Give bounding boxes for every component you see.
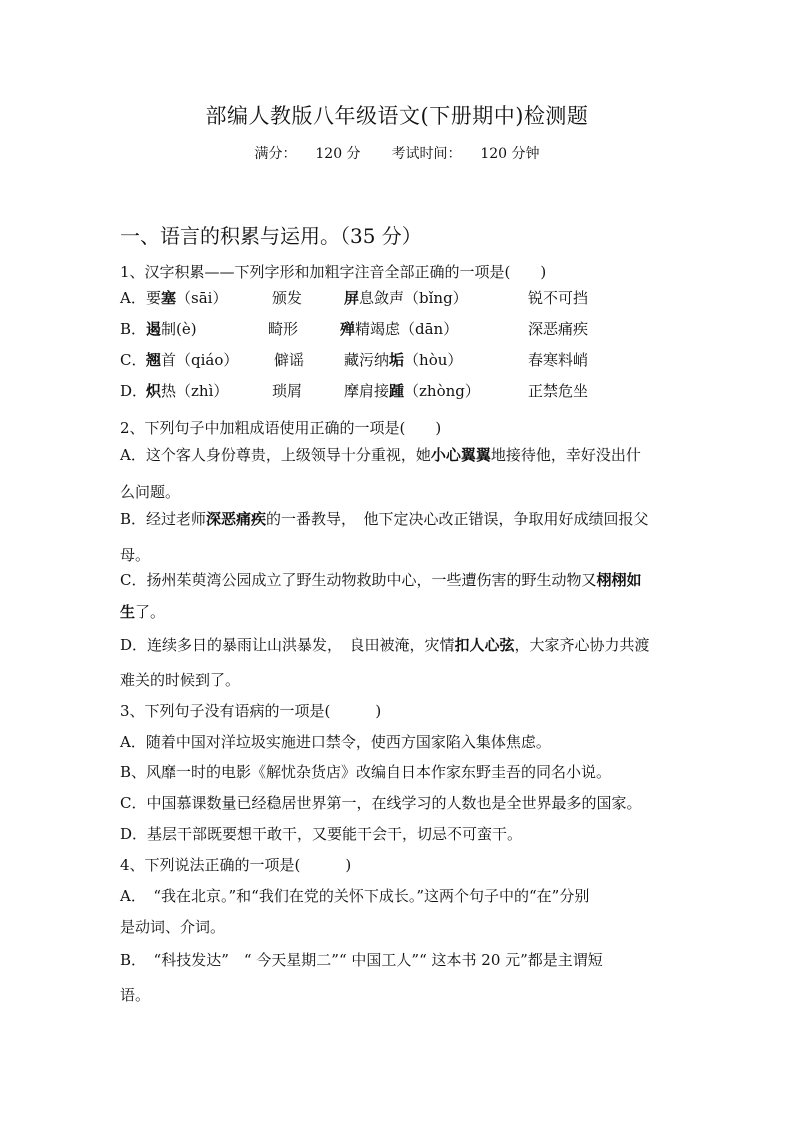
question-2-stem: 2、下列句子中加粗成语使用正确的一项是( ): [120, 419, 442, 437]
option-d-word1: 炽热（zhì）: [146, 382, 229, 400]
option-a-word3: 屏息敛声（bǐng）: [344, 289, 468, 307]
time-label: 考试时间：: [391, 146, 462, 162]
option-b-word1: 遏制(è): [146, 320, 197, 338]
question-2-option-d: D．连续多日的暴雨让山洪暴发， 良田被淹，灾情扣人心弦，大家齐心协力共渡: [120, 636, 650, 654]
option-a-word4: 锐不可挡: [528, 289, 589, 307]
question-2-option-a: A．这个客人身份尊贵，上级领导十分重视，她小心翼翼地接待他，幸好没出什: [120, 446, 641, 464]
question-3-option-d: D．基层干部既要想干敢干，又要能干会干，切忌不可蛮干。: [120, 825, 523, 843]
question-3-stem: 3、下列句子没有语病的一项是( ): [120, 702, 382, 720]
option-b-word3: 殚精竭虑（dān）: [340, 320, 459, 338]
option-b-word2: 畸形: [268, 320, 299, 338]
exam-meta: [0, 143, 794, 163]
question-4-stem: 4、下列说法正确的一项是( ): [120, 856, 352, 874]
question-1-stem: 1、汉字积累——下列字形和加粗字注音全部正确的一项是( ): [120, 263, 547, 281]
option-a-word2: 颁发: [272, 289, 303, 307]
option-d-word4: 正禁危坐: [528, 382, 589, 400]
section-heading: 一、语言的积累与运用。（35 分）: [120, 224, 422, 248]
question-2-option-d-cont: 难关的时候到了。: [120, 671, 241, 689]
question-3-option-a: A．随着中国对洋垃圾实施进口禁令，使西方国家陷入集体焦虑。: [120, 733, 551, 751]
option-a-word1: 要塞（sāi）: [146, 289, 228, 307]
option-label: A．: [120, 289, 146, 307]
question-2-option-c-cont: 生了。: [120, 603, 166, 621]
page-title: 部编人教版八年级语文(下册期中)检测题: [205, 104, 589, 128]
score-label: 满分：: [254, 146, 297, 162]
option-d-word2: 琐屑: [272, 382, 303, 400]
option-c-word3: 藏污纳垢（hòu）: [344, 351, 463, 369]
question-4-option-a-cont: 是动词、介词。: [120, 918, 226, 936]
time-value: 120 分钟: [480, 146, 540, 162]
question-3-option-b: B、风靡一时的电影《解忧杂货店》改编自日本作家东野圭吾的同名小说。: [120, 763, 612, 781]
option-c-word1: 翘首（qiáo）: [146, 351, 239, 369]
question-2-option-c: C．扬州茱萸湾公园成立了野生动物救助中心，一些遭伤害的野生动物又栩栩如: [120, 571, 642, 589]
option-b-word4: 深恶痛疾: [528, 320, 589, 338]
option-c-word2: 僻谣: [274, 351, 305, 369]
option-d-word3: 摩肩接踵（zhòng）: [344, 382, 480, 400]
question-4-option-b-cont: 语。: [120, 986, 151, 1004]
question-4-option-b: B． “科技发达” “ 今天星期二”“ 中国工人”“ 这本书 20 元”都是主谓短: [120, 951, 603, 969]
option-label: B．: [120, 320, 147, 338]
question-3-option-c: C．中国慕课数量已经稳居世界第一，在线学习的人数也是全世界最多的国家。: [120, 794, 642, 812]
option-c-word4: 春寒料峭: [528, 351, 589, 369]
question-2-option-b-cont: 母。: [120, 546, 151, 564]
option-label: C．: [120, 351, 147, 369]
option-label: D．: [120, 382, 148, 400]
question-2-option-a-cont: 么问题。: [120, 483, 181, 501]
question-2-option-b: B．经过老师深恶痛疾的一番教导， 他下定决心改正错误，争取用好成绩回报父: [120, 510, 649, 528]
question-4-option-a: A． “我在北京。”和“我们在党的关怀下成长。”这两个句子中的“在”分别: [120, 887, 590, 905]
score-value: 120 分: [315, 146, 361, 162]
